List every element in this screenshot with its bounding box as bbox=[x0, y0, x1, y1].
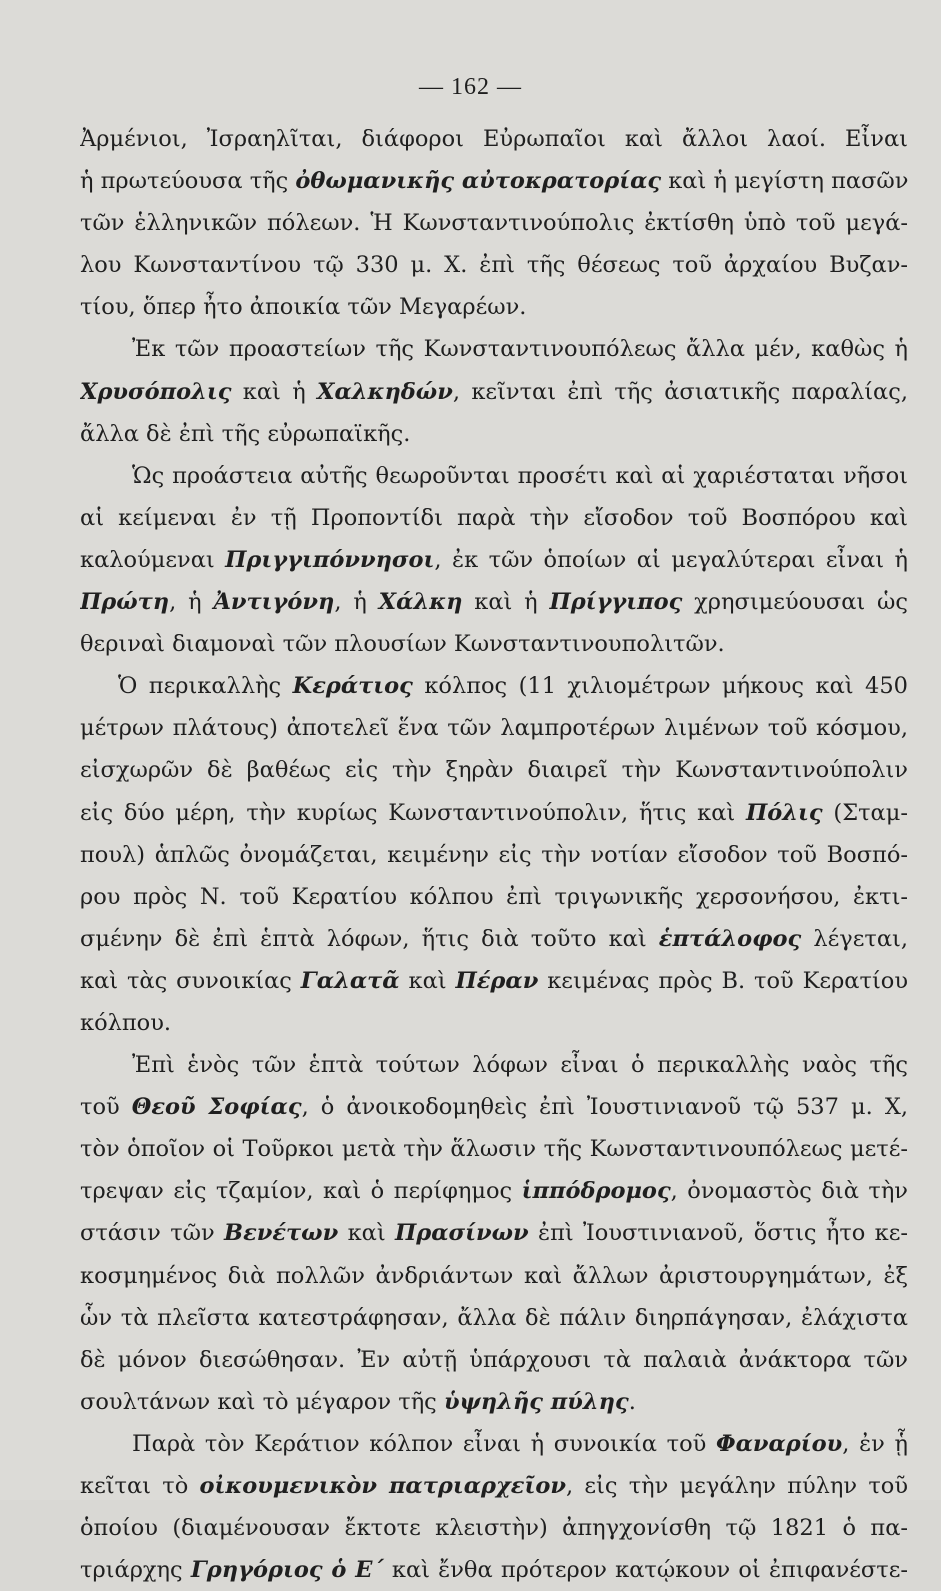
text-run: κόλπος (11 χιλιομέτρων μήκους καὶ 450 bbox=[412, 673, 908, 700]
emphasized-term: Βενέτων bbox=[224, 1220, 339, 1247]
text-run: Παρὰ τὸν Κεράτιον κόλπον εἶναι ἡ συνοικία τοῦ bbox=[132, 1430, 716, 1457]
text-run: Ἀρμένιοι, Ἰσραηλῖται, διάφοροι Εὐρωπαῖοι καὶ ἄλλοι λαοί. Εἶναι bbox=[80, 126, 908, 152]
emphasized-term: Πόλις bbox=[746, 799, 823, 826]
text-run: λέγεται, bbox=[801, 925, 908, 952]
emphasized-term: Πρασίνων bbox=[395, 1220, 529, 1247]
text-line bbox=[80, 1381, 908, 1423]
text-line bbox=[80, 960, 908, 1002]
text-run: αἱ κείμεναι ἐν τῇ Προποντίδι παρὰ τὴν εἴσοδον τοῦ Βοσπόρου καὶ bbox=[80, 504, 908, 531]
text-run: εἰς δύο μέρη, τὴν κυρίως Κωνσταντινούπολιν, ἥτις καὶ bbox=[80, 799, 746, 826]
text-line bbox=[80, 413, 908, 455]
text-line bbox=[80, 834, 908, 876]
text-run: Ὁ περικαλλὴς bbox=[118, 673, 293, 700]
text-line bbox=[80, 623, 908, 665]
emphasized-term: Χαλκηδών bbox=[317, 378, 453, 405]
text-run: Ἐκ τῶν προαστείων τῆς Κωνσταντινουπόλεως ἄλλα μέν, καθὼς ἡ bbox=[132, 336, 908, 363]
text-run: ὧν τὰ πλεῖστα κατεστράφησαν, ἄλλα δὲ πάλιν διηρπάγησαν, ἐλάχιστα bbox=[80, 1304, 908, 1331]
text-run: ρου πρὸς Ν. τοῦ Κερατίου κόλπου ἐπὶ τριγωνικῆς χερσονήσου, ἐκτι- bbox=[80, 883, 908, 910]
text-run: (Σταμ- bbox=[822, 799, 908, 826]
emphasized-term: ἱππόδρομος bbox=[521, 1178, 671, 1205]
text-run: ἐπὶ Ἰουστινιανοῦ, ὅστις ἦτο κε- bbox=[528, 1220, 908, 1247]
text-line bbox=[80, 160, 908, 202]
text-run: τριάρχης bbox=[80, 1557, 191, 1584]
text-line bbox=[80, 1549, 908, 1591]
text-run: δὲ μόνον διεσώθησαν. Ἐν αὐτῇ ὑπάρχουσι τὰ παλαιὰ ἀνάκτορα τῶν bbox=[80, 1346, 908, 1373]
text-line bbox=[80, 749, 908, 791]
text-line bbox=[80, 1170, 908, 1212]
text-run: ἡ πρωτεύουσα τῆς bbox=[80, 168, 296, 195]
text-run: Ἐπὶ ἑνὸς τῶν ἑπτὰ τούτων λόφων εἶναι ὁ περικαλλὴς ναὸς τῆς bbox=[132, 1052, 908, 1079]
text-run: , ἐν ᾗ bbox=[842, 1430, 908, 1457]
emphasized-term: Γαλατᾶ bbox=[300, 967, 400, 994]
text-line bbox=[80, 455, 908, 497]
text-run: σμένην δὲ ἐπὶ ἑπτὰ λόφων, ἥτις διὰ τοῦτο καὶ bbox=[80, 925, 659, 952]
text-run: εἰσχωρῶν δὲ βαθέως εἰς τὴν ξηρὰν διαιρεῖ τὴν Κωνσταντινούπολιν bbox=[80, 757, 908, 784]
text-run: κεῖται τὸ bbox=[80, 1473, 200, 1499]
text-run: μέτρων πλάτους) ἀποτελεῖ ἕνα τῶν λαμπροτέρων λιμένων τοῦ κόσμου, bbox=[80, 715, 908, 742]
text-line bbox=[80, 665, 908, 707]
text-run: , κεῖνται ἐπὶ τῆς ἀσιατικῆς παραλίας, bbox=[452, 378, 908, 405]
text-run: Ὡς προάστεια αὐτῆς θεωροῦνται προσέτι καὶ αἱ χαριέσταται νῆσοι bbox=[132, 462, 908, 489]
body-text bbox=[80, 118, 908, 1591]
text-run: τὸν ὁποῖον οἱ Τοῦρκοι μετὰ τὴν ἅλωσιν τῆς Κωνσταντινουπόλεως μετέ- bbox=[80, 1136, 908, 1163]
emphasized-term: ὀθωμανικῆς αὐτοκρατορίας bbox=[295, 168, 662, 195]
emphasized-term: Κεράτιος bbox=[292, 673, 413, 700]
text-run: καὶ ἔνθα πρότερον κατῴκουν οἱ ἐπιφανέστε- bbox=[383, 1557, 908, 1584]
text-run: στάσιν τῶν bbox=[80, 1220, 225, 1247]
text-line bbox=[80, 792, 908, 834]
text-line bbox=[80, 918, 908, 960]
text-run: , εἰς τὴν μεγάλην πύλην τοῦ bbox=[566, 1473, 908, 1499]
text-line bbox=[80, 1255, 908, 1297]
text-run: κοσμημένος διὰ πολλῶν ἀνδριάντων καὶ ἄλλων ἀριστουργημάτων, ἐξ bbox=[80, 1262, 908, 1289]
text-run: τοῦ bbox=[80, 1094, 132, 1121]
text-line bbox=[80, 539, 908, 581]
text-run: καὶ ἡ bbox=[462, 589, 550, 616]
text-line bbox=[80, 1507, 908, 1549]
text-line bbox=[80, 1044, 908, 1086]
text-line bbox=[80, 118, 908, 160]
text-run: σουλτάνων καὶ τὸ μέγαρον τῆς bbox=[80, 1388, 444, 1415]
text-line bbox=[80, 244, 908, 286]
text-run: , ἡ bbox=[169, 589, 214, 616]
emphasized-term: ἑπτάλοφος bbox=[658, 925, 802, 952]
text-run: πουλ) ἁπλῶς ὀνομάζεται, κειμένην εἰς τὴν νοτίαν εἴσοδον τοῦ Βοσπό- bbox=[80, 841, 908, 868]
emphasized-term: Θεοῦ Σοφίας bbox=[131, 1094, 302, 1121]
text-line bbox=[80, 1297, 908, 1339]
text-line bbox=[80, 497, 908, 539]
emphasized-term: Πρίγγιπος bbox=[549, 589, 683, 616]
text-run: ὁποίου (διαμένουσαν ἔκτοτε κλειστὴν) ἀπηγχονίσθη τῷ 1821 ὁ πα- bbox=[80, 1515, 908, 1542]
emphasized-term: Χάλκη bbox=[378, 589, 463, 616]
text-line bbox=[80, 1086, 908, 1128]
text-run: τῶν ἑλληνικῶν πόλεων. Ἡ Κωνσταντινούπολις ἐκτίσθη ὑπὸ τοῦ μεγά- bbox=[80, 210, 908, 237]
text-run: ἄλλα δὲ ἐπὶ τῆς εὐρωπαϊκῆς. bbox=[80, 420, 411, 447]
emphasized-term: ὑψηλῆς πύλης bbox=[443, 1388, 629, 1415]
text-line bbox=[80, 286, 908, 328]
emphasized-term: Πρώτη bbox=[80, 589, 170, 616]
emphasized-term: Γρηγόριος ὁ Ε΄ bbox=[190, 1557, 384, 1584]
text-run: τρεψαν εἰς τζαμίον, καὶ ὁ περίφημος bbox=[80, 1178, 522, 1205]
text-line bbox=[80, 328, 908, 370]
emphasized-term: Χρυσόπολις bbox=[80, 378, 232, 405]
text-run: , ὁ ἀνοικοδομηθεὶς ἐπὶ Ἰουστινιανοῦ τῷ 537 μ. Χ, bbox=[301, 1094, 908, 1121]
text-run: καὶ τὰς συνοικίας bbox=[80, 967, 301, 994]
text-line bbox=[80, 707, 908, 749]
text-run: κειμένας πρὸς Β. τοῦ Κερατίου bbox=[538, 967, 908, 994]
emphasized-term: Πέραν bbox=[455, 967, 539, 994]
text-run: καλούμεναι bbox=[80, 546, 226, 573]
text-run: λου Κωνσταντίνου τῷ 330 μ. Χ. ἐπὶ τῆς θέσεως τοῦ ἀρχαίου Βυζαν- bbox=[80, 252, 908, 279]
text-line bbox=[80, 581, 908, 623]
text-run: καὶ ἡ bbox=[231, 378, 318, 405]
emphasized-term: οἰκουμενικὸν πατριαρχεῖον bbox=[199, 1473, 566, 1499]
text-run: , ὀνομαστὸς διὰ τὴν bbox=[670, 1178, 908, 1205]
text-run: κόλπου. bbox=[80, 1009, 172, 1036]
emphasized-term: Πριγγιπόννησοι bbox=[225, 546, 435, 573]
text-line bbox=[80, 1002, 908, 1044]
text-line bbox=[80, 1423, 908, 1465]
text-line bbox=[80, 371, 908, 413]
text-run: θεριναὶ διαμοναὶ τῶν πλουσίων Κωνσταντινουπολιτῶν. bbox=[80, 631, 725, 658]
page-number: — 162 — bbox=[419, 74, 522, 100]
text-run: , ἐκ τῶν ὁποίων αἱ μεγαλύτεραι εἶναι ἡ bbox=[434, 546, 908, 573]
text-run: . bbox=[628, 1388, 636, 1415]
text-run: καὶ bbox=[338, 1220, 395, 1247]
text-line bbox=[80, 1128, 908, 1170]
text-run: καὶ bbox=[399, 967, 456, 994]
text-line bbox=[80, 202, 908, 244]
text-run: τίου, ὅπερ ἦτο ἀποικία τῶν Μεγαρέων. bbox=[80, 294, 527, 321]
text-run: χρησιμεύουσαι ὡς bbox=[682, 589, 908, 616]
emphasized-term: Φαναρίου bbox=[715, 1430, 843, 1457]
text-line bbox=[80, 876, 908, 918]
text-line bbox=[80, 1465, 908, 1507]
text-line bbox=[80, 1212, 908, 1254]
text-run: καὶ ἡ μεγίστη πασῶν bbox=[661, 168, 908, 195]
emphasized-term: Ἀντιγόνη bbox=[213, 589, 335, 616]
text-line bbox=[80, 1339, 908, 1381]
text-run: , ἡ bbox=[334, 589, 379, 616]
